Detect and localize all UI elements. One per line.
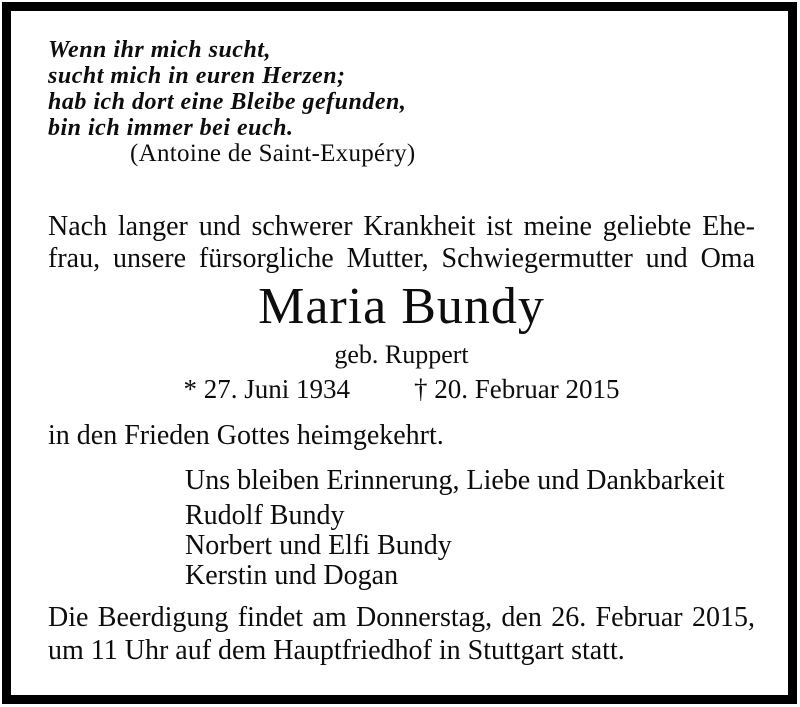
death-date: † 20. Februar 2015 [414, 374, 620, 404]
birth-date: * 27. Juni 1934 [183, 374, 351, 404]
obituary-content [11, 11, 788, 695]
poem-line: sucht mich in euren Herzen; [48, 63, 346, 89]
mourner-name: Kerstin und Dogan [185, 560, 399, 591]
memorial-poem [48, 37, 755, 167]
announcement-line: frau, unsere fürsorgliche Mutter, Schwiegermutter und Oma [48, 243, 755, 274]
deceased-name: Maria Bundy [258, 278, 545, 335]
announcement-line: Nach langer und schwerer Krankheit ist meine geliebte Ehe- [48, 211, 755, 242]
funeral-info [48, 601, 755, 667]
poem-line: Wenn ihr mich sucht, [48, 37, 271, 63]
poem-attribution: (Antoine de Saint-Exupéry) [130, 140, 416, 167]
funeral-line: Die Beerdigung findet am Donnerstag, den 26. Februar 2015, [48, 602, 755, 633]
maiden-name: geb. Ruppert [334, 340, 469, 369]
funeral-line: um 11 Uhr auf dem Hauptfriedhof in Stuttgart statt. [48, 635, 625, 666]
mourner-name: Norbert und Elfi Bundy [185, 530, 452, 561]
obituary-card [2, 2, 797, 704]
returned-line: in den Frieden Gottes heimgekehrt. [48, 420, 444, 451]
mourner-name: Rudolf Bundy [185, 500, 345, 531]
life-dates [48, 374, 755, 404]
poem-line: hab ich dort eine Bleibe gefunden, [48, 89, 407, 115]
announcement-paragraph [48, 211, 755, 275]
poem-line: bin ich immer bei euch. [48, 115, 294, 141]
mourners-block [185, 466, 755, 591]
mourners-intro: Uns bleiben Erinnerung, Liebe und Dankbarkeit [185, 465, 725, 496]
